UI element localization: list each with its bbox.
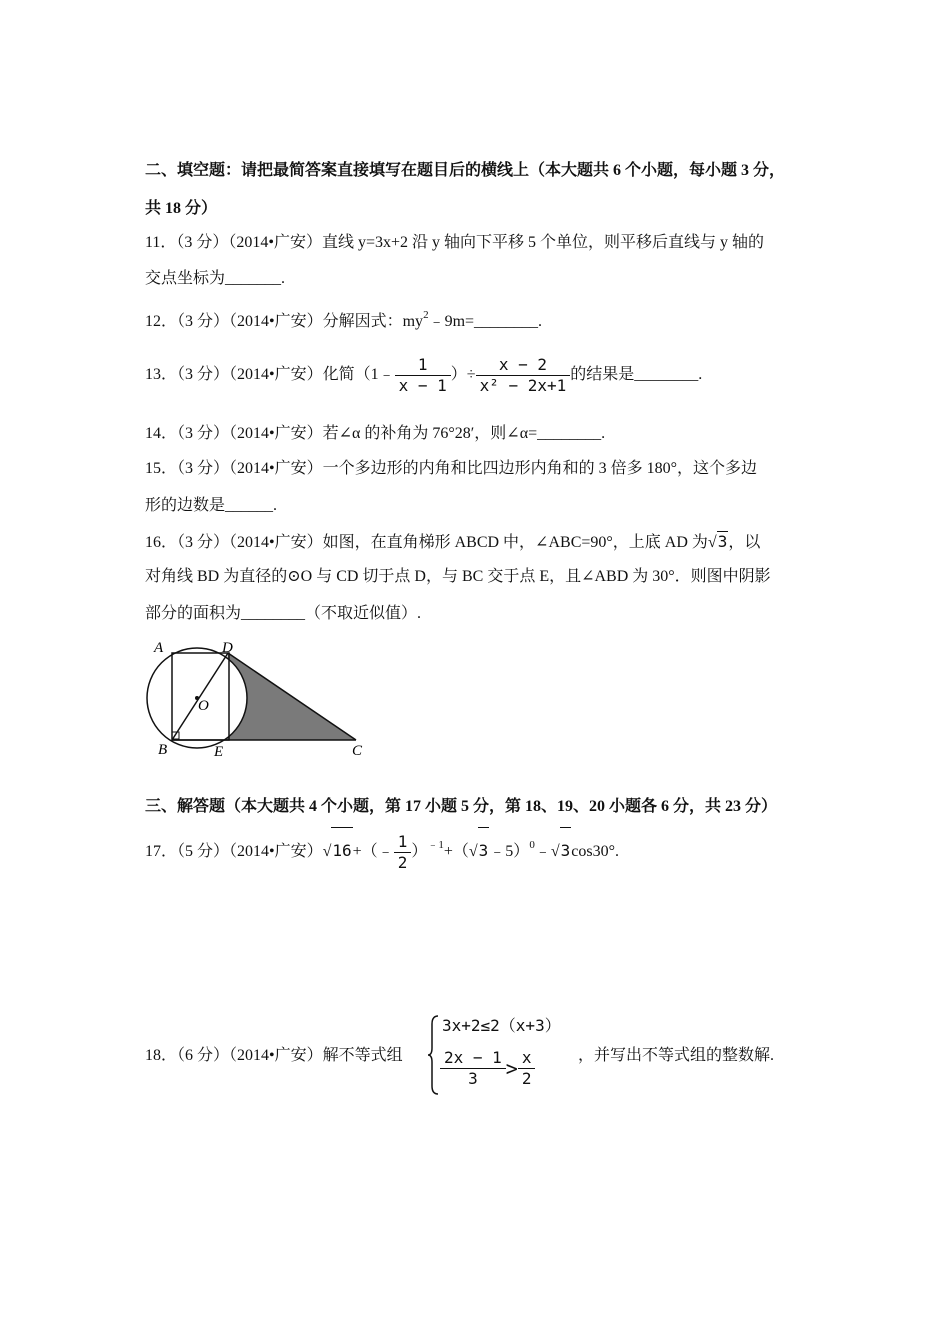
sqrt-3-b-radicand: 3 (560, 827, 572, 874)
inequality-2-right-numerator: x (521, 1048, 532, 1067)
sqrt-16-radicand: 16 (331, 827, 352, 874)
question-18-prefix: 18．（6 分）（2014•广安）解不等式组 (145, 1047, 403, 1064)
section-2-heading-line2: 共 18 分） (145, 200, 218, 217)
trapezoid-circle-figure (140, 636, 380, 762)
question-18-suffix: ，并写出不等式组的整数解. (578, 1047, 775, 1064)
label-a: A (154, 640, 164, 656)
inequality-2 (440, 1048, 535, 1089)
label-e: E (214, 744, 224, 760)
fraction-one-half (394, 832, 412, 873)
question-17-part4: ﹣5） (489, 843, 530, 860)
question-13-fraction-2 (476, 355, 571, 396)
question-12 (145, 305, 542, 332)
question-17-part3: +（ (443, 843, 469, 860)
question-17-part1: +（﹣ (352, 843, 394, 860)
inequality-2-right-denominator: 2 (518, 1068, 536, 1089)
question-12-suffix: ﹣9m=________. (428, 313, 543, 330)
diameter-bd (172, 653, 228, 740)
question-13-suffix: 的结果是________. (570, 366, 703, 383)
question-17-part5: ﹣ (534, 843, 551, 860)
question-17-part2: ） (411, 843, 428, 860)
exponent-zero: 0 (529, 839, 535, 851)
question-11-line2: 交点坐标为_______. (145, 270, 286, 287)
question-15-line2: 形的边数是______. (145, 497, 278, 514)
inequality-2-left-denominator: 3 (440, 1068, 506, 1089)
question-12-prefix: 12．（3 分）（2014•广安）分解因式：my (145, 313, 424, 330)
sqrt-3-a: √3 (469, 827, 489, 875)
question-17 (145, 822, 619, 870)
question-14: 14．（3 分）（2014•广安）若∠α 的补角为 76°28′，则∠α=________. (145, 425, 606, 442)
question-12-exponent: 2 (423, 309, 429, 321)
question-16-line3: 部分的面积为________（不取近似值）. (145, 605, 422, 622)
question-17-prefix: 17．（5 分）（2014•广安） (145, 843, 323, 860)
sqrt-3-b: √3 (551, 827, 571, 875)
question-16-line1-suffix: ，以 (728, 534, 761, 551)
sqrt-16: √16 (323, 827, 353, 875)
fraction-denominator: 2 (394, 852, 412, 873)
question-13-prefix: 13．（3 分）（2014•广安）化简（1﹣ (145, 366, 395, 383)
question-11-line1: 11．（3 分）（2014•广安）直线 y=3x+2 沿 y 轴向下平移 5 个单位，则平移后直线与 y 轴的 (145, 234, 765, 251)
inequality-2-right-fraction (518, 1048, 536, 1089)
question-17-part6: cos30°. (571, 843, 619, 860)
inequality-2-left-numerator: 2x − 1 (444, 1048, 502, 1067)
question-16-line1 (145, 531, 760, 553)
inequality-2-left-fraction (440, 1048, 506, 1089)
inequality-system (428, 1014, 578, 1096)
label-b: B (158, 742, 168, 758)
sqrt-3-radicand: 3 (717, 532, 728, 551)
question-15-line1: 15．（3 分）（2014•广安）一个多边形的内角和比四边形内角和的 3 倍多 180°，这个多边 (145, 460, 758, 477)
left-brace (428, 1014, 440, 1096)
fraction-2-numerator: x − 2 (498, 354, 548, 374)
section-2-heading-line1: 二、填空题：请把最简答案直接填写在题目后的横线上（本大题共 6 个小题，每小题 3 分， (145, 162, 786, 179)
question-16-line1-prefix: 16．（3 分）（2014•广安）如图，在直角梯形 ABCD 中，∠ABC=90°，上底 AD 为 (145, 534, 708, 551)
fraction-1-denominator: x − 1 (395, 375, 451, 396)
fraction-numerator: 1 (397, 831, 408, 851)
label-d: D (222, 640, 233, 656)
question-13 (145, 348, 702, 402)
sqrt-3-a-radicand: 3 (478, 827, 490, 874)
question-16-line2: 对角线 BD 为直径的⊙O 与 CD 切于点 D，与 BC 交于点 E，且∠ABD 为 30°．则图中阴影 (145, 568, 771, 585)
fraction-1-numerator: 1 (417, 354, 428, 374)
sqrt-3: √3 (707, 532, 728, 551)
question-13-divide: ）÷ (450, 366, 476, 383)
exponent-neg-one: ﹣1 (427, 839, 444, 851)
question-13-fraction-1 (395, 355, 451, 396)
label-o: O (198, 698, 209, 714)
inequality-2-relation: > (505, 1056, 518, 1081)
fraction-2-denominator: x² − 2x+1 (476, 375, 571, 396)
inequality-1: 3x+2≤2（x+3） (442, 1016, 561, 1035)
section-3-heading: 三、解答题（本大题共 4 个小题，第 17 小题 5 分，第 18、19、20 小题各 6 分，共 23 分） (145, 798, 778, 815)
label-c: C (352, 743, 363, 759)
